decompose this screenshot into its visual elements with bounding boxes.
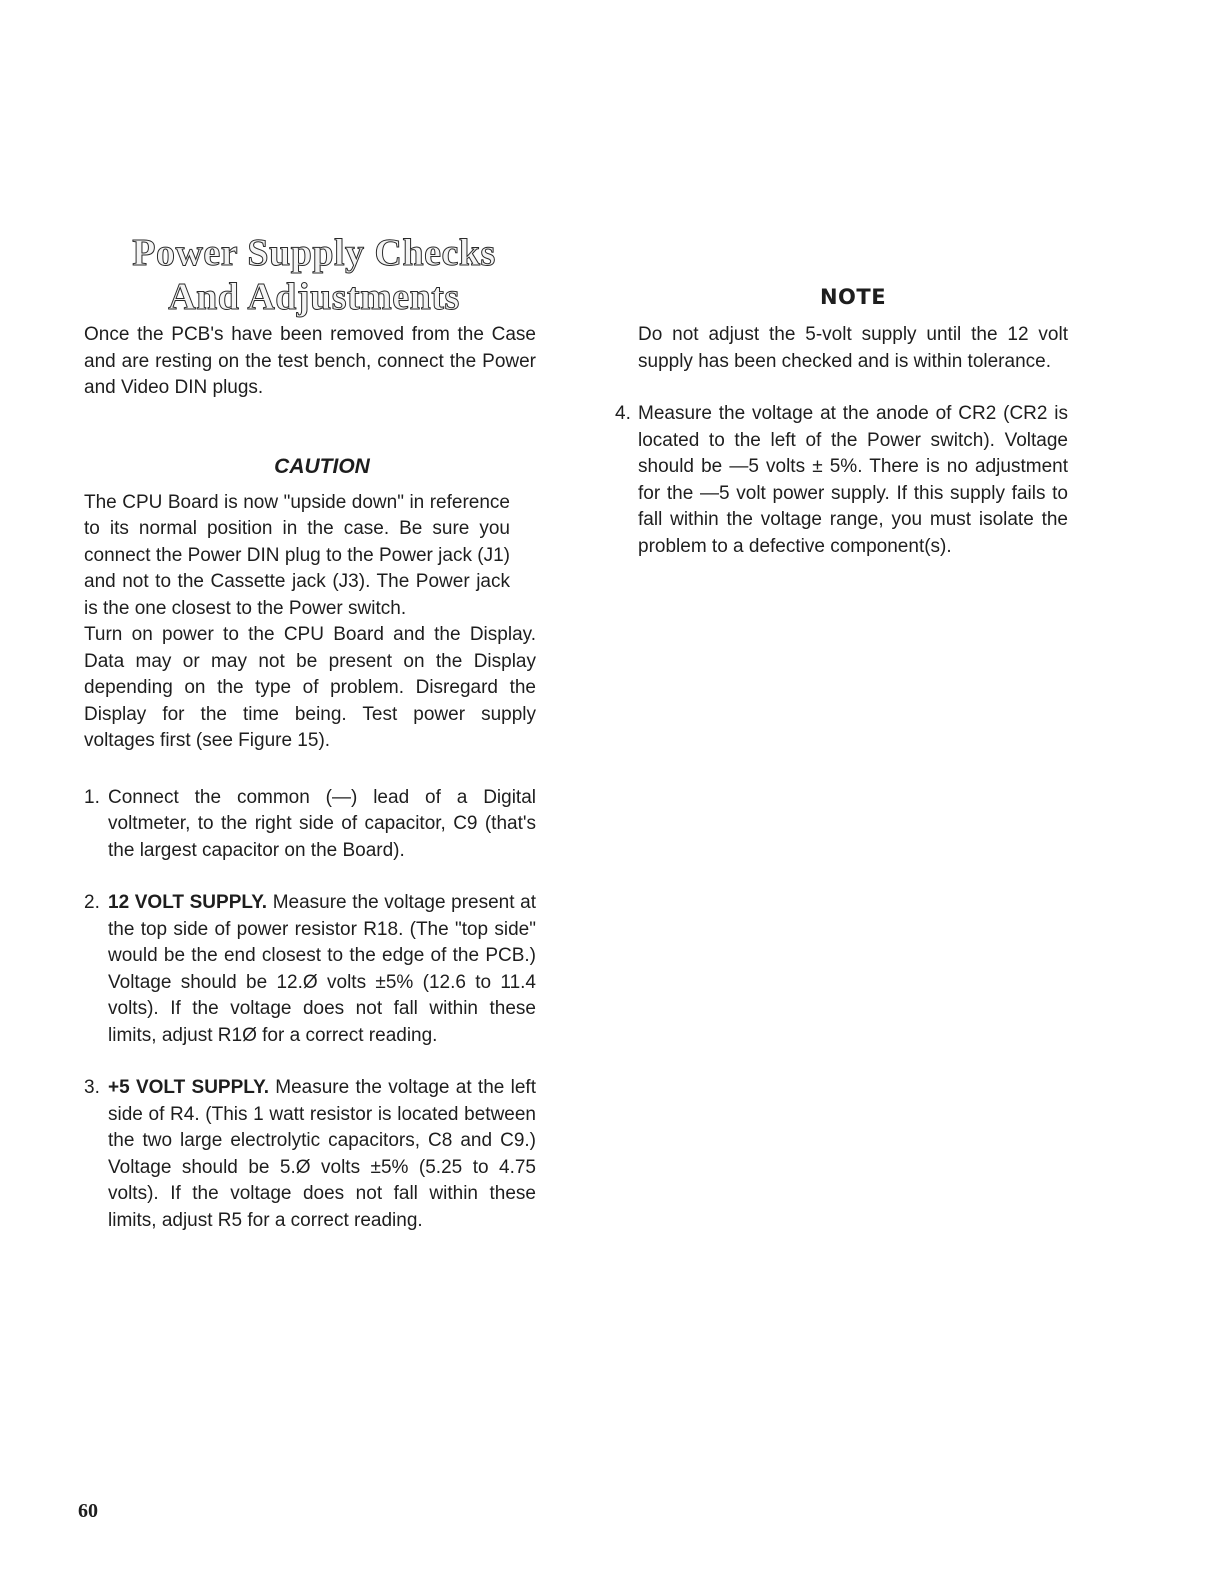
- page-title-line-2: And Adjustments: [168, 276, 460, 319]
- intro-paragraph: Once the PCB's have been removed from the Case and are resting on the test bench, connect the Power and Video DIN plugs.: [84, 324, 536, 398]
- step-text-body: Connect the common (—) lead of a Digital voltmeter, to the right side of capacitor, C9 (that's the largest capacitor on the Board).: [108, 786, 536, 861]
- step-number: 3.: [84, 1077, 100, 1098]
- page-title: [88, 231, 540, 319]
- step-item: [615, 401, 1068, 560]
- step-number: 1.: [84, 786, 100, 808]
- step-lead: 12 VOLT SUPPLY.: [108, 892, 268, 913]
- step-item: [84, 1075, 536, 1234]
- left-column: [84, 322, 536, 1260]
- steps-list: [84, 785, 536, 1235]
- page-number: 60: [78, 1500, 98, 1522]
- step-text: [108, 890, 536, 1049]
- caution-paragraph: The CPU Board is now "upside down" in reference to its normal position in the case. Be sure you connect the Power DIN plug to the Power jack (J1) and not to the Cassette jack (J3). The Power jack is the one closest to the Power switch.: [84, 491, 510, 619]
- step-text: [108, 1075, 536, 1234]
- power-on-paragraph: Turn on power to the CPU Board and the Display. Data may or may not be present on the Display depending on the type of problem. Disregard the Display for the time being. Test power supply voltages first (see Figure 15).: [84, 624, 536, 751]
- step-item: [84, 890, 536, 1049]
- step-text-body: Measure the voltage present at the top side of power resistor R18. (The "top side" would be the end closest to the edge of the PCB.) Voltage should be 12.Ø volts ±5% (12.6 to 11.4 volts). If the voltage does not fall within these limits, adjust R1Ø for a correct reading.: [108, 892, 536, 1046]
- right-column: [615, 322, 1068, 560]
- step-text-body: Measure the voltage at the left side of R4. (This 1 watt resistor is located between the two large electrolytic capacitors, C8 and C9.) Voltage should be 5.Ø volts ±5% (5.25 to 4.75 volts). If the voltage does not fall within these limits, adjust R5 for a correct reading.: [108, 1077, 536, 1231]
- step-text: [108, 785, 536, 865]
- page-title-line-1: Power Supply Checks: [132, 232, 496, 275]
- step-text: Measure the voltage at the anode of CR2 (CR2 is located to the left of the Power switch). Voltage should be —5 volts ± 5%. There is no adjustment for the —5 volt power supply. If this supply fails to fall within the voltage range, you must isolate the problem to a defective component(s).: [638, 403, 1068, 557]
- note-paragraph: Do not adjust the 5-volt supply until the 12 volt supply has been checked and is within tolerance.: [638, 324, 1068, 372]
- caution-heading: CAUTION: [274, 454, 370, 478]
- step-item: [84, 785, 536, 865]
- step-number: 4.: [615, 403, 631, 424]
- note-heading: NOTE: [819, 285, 887, 309]
- step-lead: +5 VOLT SUPPLY.: [108, 1077, 269, 1098]
- step-number: 2.: [84, 892, 100, 913]
